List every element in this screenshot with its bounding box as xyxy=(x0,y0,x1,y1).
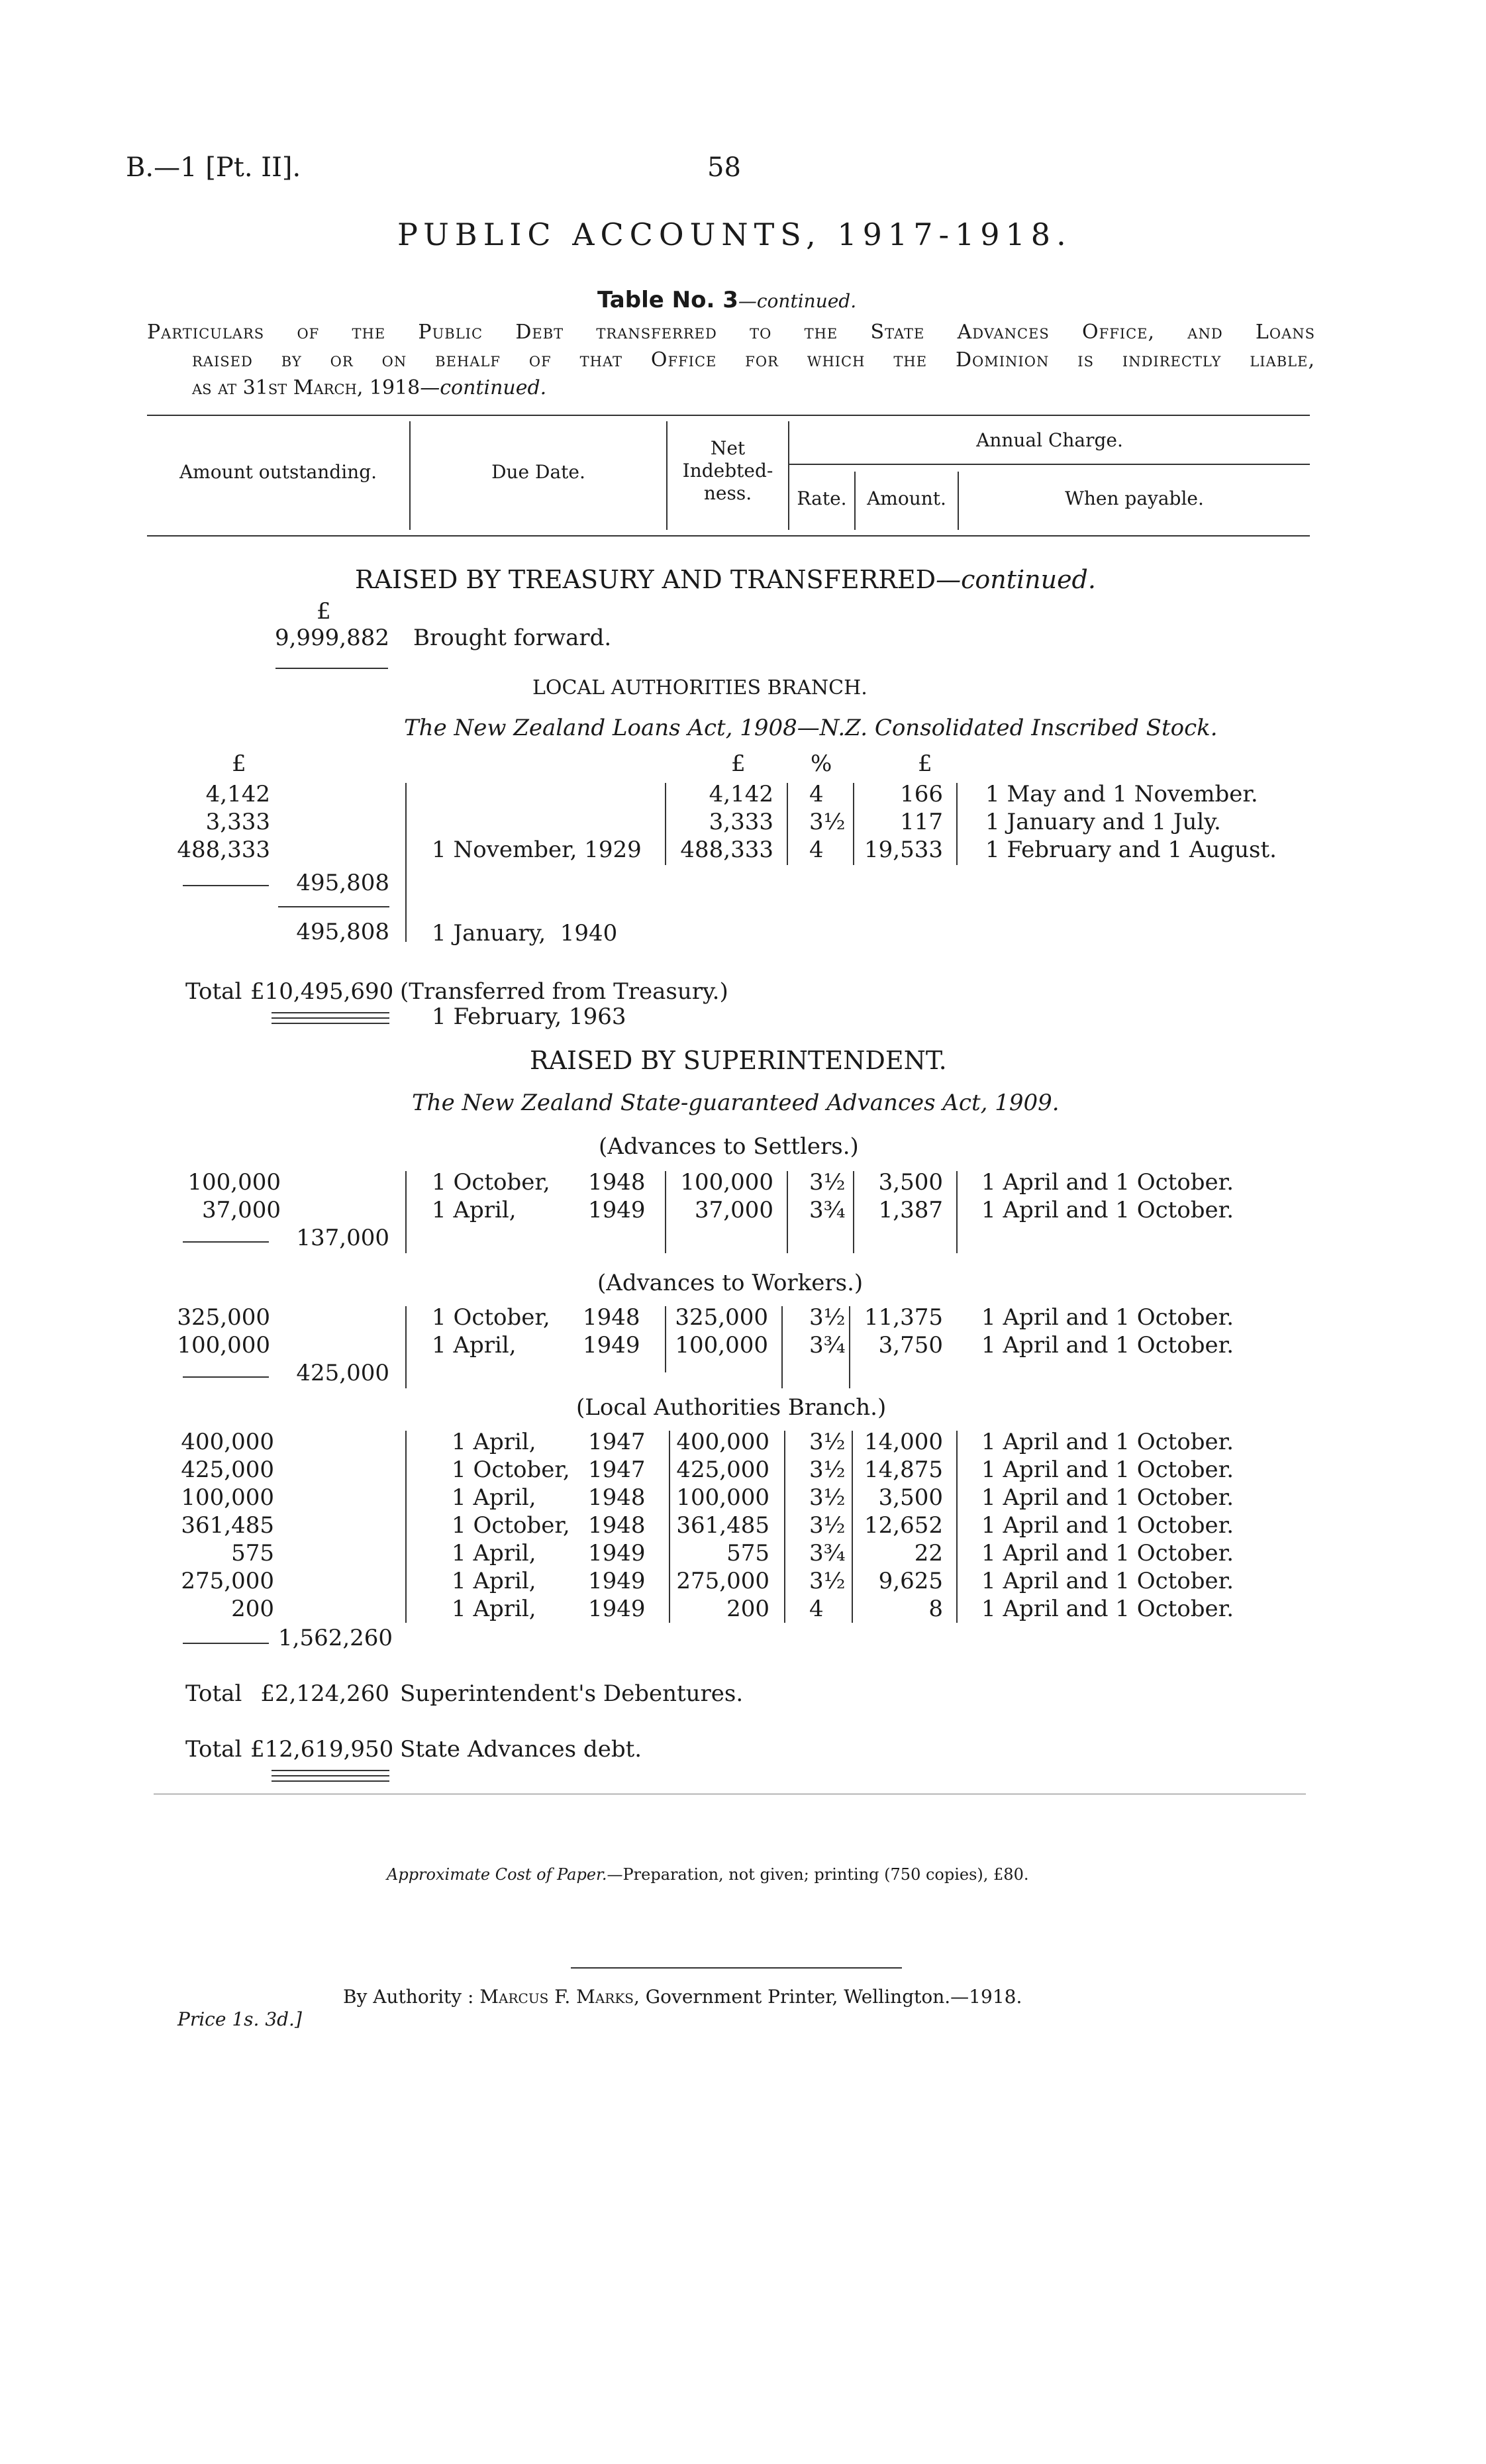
authority-line xyxy=(343,1986,1022,2008)
table-row: 1 April, xyxy=(452,1568,536,1594)
treasury-divider-5 xyxy=(956,783,958,865)
superintendent-total-label: Total xyxy=(185,1680,242,1707)
treasury-total-rule-2 xyxy=(272,1017,389,1019)
table-row: 361,485 xyxy=(181,1512,274,1539)
local-charge-column xyxy=(854,1428,943,1623)
treasury-when-column xyxy=(985,780,1277,864)
subtitle-line-3-cont: —continued. xyxy=(420,376,547,399)
table-row: 1 October, xyxy=(452,1512,570,1539)
table-row: 100,000 xyxy=(187,1169,281,1196)
table-row: 19,533 xyxy=(864,837,943,863)
treasury-total-amount: £10,495,690 xyxy=(250,978,394,1005)
table-row: 4,142 xyxy=(205,781,270,807)
settlers-divider-3 xyxy=(787,1171,788,1253)
cost-of-paper xyxy=(387,1865,1028,1884)
treasury-divider-3 xyxy=(787,783,788,865)
table-row: 3,750 xyxy=(878,1332,943,1359)
table-row: 400,000 xyxy=(181,1429,274,1455)
local-when-column xyxy=(981,1428,1234,1623)
table-row: 22 xyxy=(914,1540,943,1566)
table-row: 14,000 xyxy=(864,1429,943,1455)
table-row: 1 April and 1 October. xyxy=(981,1596,1234,1622)
local-divider-3 xyxy=(784,1431,785,1623)
cost-of-paper-label: Approximate Cost of Paper. xyxy=(387,1865,607,1884)
local-day-column xyxy=(452,1428,570,1623)
table-row: 100,000 xyxy=(675,1332,768,1359)
table-row: 166 xyxy=(900,781,943,807)
table-row: 1 April and 1 October. xyxy=(981,1197,1234,1223)
table-title-main: Table No. 3 xyxy=(597,287,738,313)
table-row: 14,875 xyxy=(864,1457,943,1483)
settlers-when-column xyxy=(981,1168,1234,1224)
workers-divider-2 xyxy=(665,1306,666,1372)
table-row: 1948 xyxy=(588,1484,646,1511)
settlers-divider-1 xyxy=(405,1171,407,1253)
table-row: 3½ xyxy=(809,1304,846,1331)
treasury-rate-column xyxy=(809,780,846,864)
settlers-day-column xyxy=(432,1168,550,1224)
col-annual-charge: Annual Charge. xyxy=(976,429,1123,451)
table-row: 3½ xyxy=(809,1512,846,1539)
workers-subtotal: 425,000 xyxy=(296,1360,389,1386)
table-row: 1 February, 1963 xyxy=(432,1003,626,1030)
table-row: 100,000 xyxy=(680,1169,773,1196)
local-amount-column xyxy=(156,1428,274,1623)
table-row: 1 January and 1 July. xyxy=(985,809,1221,835)
settlers-year-column xyxy=(588,1168,646,1224)
table-row: 1949 xyxy=(588,1540,646,1566)
table-row: 1 April and 1 October. xyxy=(981,1429,1234,1455)
table-row: 3,333 xyxy=(205,809,270,835)
table-row: 1,387 xyxy=(878,1197,943,1223)
brought-forward-pound: £ xyxy=(317,598,331,625)
table-row: 1 April, xyxy=(452,1484,536,1511)
table-row: 488,333 xyxy=(680,837,773,863)
workers-divider-4 xyxy=(849,1306,850,1388)
table-row: 1 October, xyxy=(432,1169,550,1196)
table-row: 37,000 xyxy=(695,1197,773,1223)
table-row: 1 April, xyxy=(432,1197,517,1223)
subtitle-line-2: raised by or on behalf of that Office for which the Dominion is indirectly liable, xyxy=(192,348,1315,372)
table-row: 1947 xyxy=(588,1457,646,1483)
workers-year-column xyxy=(583,1304,640,1359)
loans-act-title: The New Zealand Loans Act, 1908—N.Z. Consolidated Inscribed Stock. xyxy=(404,715,1218,741)
treasury-divider-1 xyxy=(405,783,407,942)
table-row: 1948 xyxy=(588,1169,646,1196)
table-row: 3,500 xyxy=(878,1169,943,1196)
treasury-amount-column xyxy=(156,780,270,864)
workers-dash xyxy=(183,1376,269,1378)
col-net-line-3: ness. xyxy=(703,482,752,504)
settlers-charge-column xyxy=(854,1168,943,1224)
state-advances-total-label: Total xyxy=(185,1736,242,1763)
treasury-heading-main: RAISED BY TREASURY AND TRANSFERRED xyxy=(355,565,936,594)
table-row: 1 April and 1 October. xyxy=(981,1540,1234,1566)
col-rate: Rate. xyxy=(797,488,847,509)
local-divider-2 xyxy=(669,1431,670,1623)
table-row: 1 April and 1 October. xyxy=(981,1484,1234,1511)
local-divider-5 xyxy=(956,1431,958,1623)
table-row: 9,625 xyxy=(878,1568,943,1594)
table-row: 1947 xyxy=(588,1429,646,1455)
table-row: 3¾ xyxy=(809,1197,846,1223)
authority-suffix: , Government Printer, Wellington.—1918. xyxy=(633,1986,1022,2008)
brought-forward-label: Brought forward. xyxy=(413,625,612,651)
unit-charge: £ xyxy=(918,750,932,777)
settlers-subtotal: 137,000 xyxy=(296,1225,389,1251)
table-row: 425,000 xyxy=(676,1457,769,1483)
local-net-column xyxy=(669,1428,769,1623)
price: Price 1s. 3d.] xyxy=(177,2008,302,2030)
table-row: 1 January, 1940 xyxy=(432,920,618,947)
table-row: 1 February and 1 August. xyxy=(985,837,1277,863)
subtitle-line-3 xyxy=(192,376,546,399)
table-row: 3¾ xyxy=(809,1332,846,1359)
table-row: 3½ xyxy=(809,1429,846,1455)
table-row: 1 October, xyxy=(432,1304,550,1331)
local-subtotal: 1,562,260 xyxy=(278,1625,393,1651)
table-row: 1948 xyxy=(583,1304,640,1331)
table-row: 488,333 xyxy=(177,837,270,863)
local-rate-column xyxy=(809,1428,846,1623)
cost-of-paper-text: —Preparation, not given; printing (750 copies), £80. xyxy=(607,1865,1029,1884)
grand-total-rule-3 xyxy=(272,1780,389,1782)
workers-title: (Advances to Workers.) xyxy=(597,1270,864,1296)
table-row: 4 xyxy=(809,1596,824,1622)
treasury-total-col: 495,808 xyxy=(296,919,389,945)
table-row: 100,000 xyxy=(181,1484,274,1511)
advances-act-title: The New Zealand State-guaranteed Advances Act, 1909. xyxy=(412,1090,1060,1116)
table-row: 11,375 xyxy=(864,1304,943,1331)
col-amount: Amount. xyxy=(867,488,946,509)
table-row: 4 xyxy=(809,837,824,863)
settlers-net-column xyxy=(669,1168,773,1224)
grand-total-rule-2 xyxy=(272,1775,389,1776)
header-bottom-rule xyxy=(147,535,1310,537)
table-row: 12,652 xyxy=(864,1512,943,1539)
authority-rule xyxy=(571,1967,902,1969)
printer-name: Marcus F. Marks xyxy=(479,1986,634,2008)
treasury-total-label: Total xyxy=(185,978,242,1005)
table-row: 1949 xyxy=(588,1197,646,1223)
local-year-column xyxy=(588,1428,646,1623)
table-row: 1 April and 1 October. xyxy=(981,1512,1234,1539)
settlers-divider-2 xyxy=(665,1171,666,1253)
table-row: 1 April and 1 October. xyxy=(981,1457,1234,1483)
page-title: PUBLIC ACCOUNTS, 1917-1918. xyxy=(397,217,1072,252)
subtitle-line-1: Particulars of the Public Debt transferred to the State Advances Office, and Loans xyxy=(147,321,1315,344)
table-row: 3½ xyxy=(809,1568,846,1594)
local-divider-4 xyxy=(852,1431,853,1623)
subtitle-line-3-main: as at 31st March, 1918 xyxy=(192,376,421,399)
state-advances-total-amount: £12,619,950 xyxy=(250,1736,394,1763)
table-row: 1 November, 1929 xyxy=(432,837,642,863)
table-row: 1 April and 1 October. xyxy=(981,1304,1234,1331)
table-row: 4 xyxy=(809,781,824,807)
table-row: 100,000 xyxy=(177,1332,270,1359)
table-row: 1949 xyxy=(588,1568,646,1594)
table-row: 1 April and 1 October. xyxy=(981,1169,1234,1196)
table-row: 3,333 xyxy=(709,809,773,835)
table-row: 8 xyxy=(928,1596,943,1622)
table-row: 3½ xyxy=(809,1457,846,1483)
page-number: 58 xyxy=(707,152,741,183)
table-row: 37,000 xyxy=(202,1197,281,1223)
treasury-heading-cont: —continued. xyxy=(936,565,1096,594)
settlers-rate-column xyxy=(809,1168,846,1224)
treasury-divider-4 xyxy=(853,783,854,865)
table-row: 200 xyxy=(231,1596,274,1622)
treasury-total-rule-1 xyxy=(272,1012,389,1013)
table-row: 1 April, xyxy=(432,1332,517,1359)
workers-net-column xyxy=(669,1304,768,1359)
settlers-amount-column xyxy=(156,1168,281,1224)
table-row: 3¾ xyxy=(809,1540,846,1566)
settlers-divider-4 xyxy=(853,1171,854,1253)
table-row: 1949 xyxy=(583,1332,640,1359)
col-when-payable: When payable. xyxy=(1065,488,1204,509)
table-row: 275,000 xyxy=(676,1568,769,1594)
table-title xyxy=(597,286,856,315)
table-row: 100,000 xyxy=(676,1484,769,1511)
workers-divider-1 xyxy=(405,1306,407,1388)
local-dash xyxy=(183,1643,269,1644)
table-row: 1 April and 1 October. xyxy=(981,1332,1234,1359)
table-row: 1 May and 1 November. xyxy=(985,781,1258,807)
table-row: 3½ xyxy=(809,1484,846,1511)
superintendent-total-note: Superintendent's Debentures. xyxy=(400,1680,744,1707)
workers-when-column xyxy=(981,1304,1234,1359)
table-row: 1949 xyxy=(588,1596,646,1622)
superintendent-heading: RAISED BY SUPERINTENDENT. xyxy=(530,1046,947,1075)
treasury-charge-column xyxy=(854,780,943,864)
table-row: 1 October, xyxy=(452,1457,570,1483)
state-advances-total-note: State Advances debt. xyxy=(400,1736,642,1763)
unit-amount: £ xyxy=(232,750,246,777)
table-row: 575 xyxy=(726,1540,769,1566)
workers-rate-column xyxy=(809,1304,846,1359)
table-row: 275,000 xyxy=(181,1568,274,1594)
table-row: 1948 xyxy=(588,1512,646,1539)
local-divider-1 xyxy=(405,1431,407,1623)
table-row: 117 xyxy=(900,809,943,835)
brought-forward-rule xyxy=(275,668,388,669)
settlers-dash xyxy=(183,1241,269,1243)
treasury-subtotal: 495,808 xyxy=(296,870,389,896)
table-row: 1 April, xyxy=(452,1540,536,1566)
table-row: 425,000 xyxy=(181,1457,274,1483)
table-row: 3½ xyxy=(809,809,846,835)
workers-day-column xyxy=(432,1304,550,1359)
table-row: 1 April, xyxy=(452,1429,536,1455)
workers-divider-3 xyxy=(781,1306,783,1388)
treasury-total-note: (Transferred from Treasury.) xyxy=(400,978,728,1005)
workers-charge-column xyxy=(854,1304,943,1359)
table-row: 575 xyxy=(231,1540,274,1566)
superintendent-total-amount: £2,124,260 xyxy=(260,1680,389,1707)
table-row: 3½ xyxy=(809,1169,846,1196)
unit-net: £ xyxy=(731,750,746,777)
page-ref: B.—1 [Pt. II]. xyxy=(126,152,301,183)
table-row: 3,500 xyxy=(878,1484,943,1511)
local-title: (Local Authorities Branch.) xyxy=(576,1394,887,1421)
treasury-heading xyxy=(355,566,1096,593)
treasury-divider-2 xyxy=(665,783,666,865)
table-row: 325,000 xyxy=(675,1304,768,1331)
col-amount-outstanding: Amount outstanding. xyxy=(179,461,377,483)
col-net-line-1: Net xyxy=(710,437,746,459)
unit-rate: % xyxy=(811,750,832,777)
settlers-divider-5 xyxy=(956,1171,958,1253)
table-row: 4,142 xyxy=(709,781,773,807)
header-top-rule xyxy=(147,415,1310,416)
brought-forward-amount: 9,999,882 xyxy=(274,625,389,651)
authority-prefix: By Authority : xyxy=(343,1986,480,2008)
grand-total-rule-1 xyxy=(272,1770,389,1771)
treasury-total-rule-3 xyxy=(272,1023,389,1024)
workers-amount-column xyxy=(156,1304,270,1359)
local-authorities-branch: LOCAL AUTHORITIES BRANCH. xyxy=(532,676,867,699)
treasury-dash xyxy=(183,885,269,886)
col-net-line-2: Indebted- xyxy=(682,460,773,482)
table-title-cont: —continued. xyxy=(738,290,857,312)
table-row: 325,000 xyxy=(177,1304,270,1331)
treasury-due-column xyxy=(432,780,642,1058)
table-row: 1 April, xyxy=(452,1596,536,1622)
settlers-title: (Advances to Settlers.) xyxy=(599,1133,859,1160)
col-due-date: Due Date. xyxy=(491,461,585,483)
treasury-subtotal-rule xyxy=(278,906,389,907)
table-row: 400,000 xyxy=(676,1429,769,1455)
annual-charge-rule xyxy=(789,464,1310,465)
table-row: 361,485 xyxy=(676,1512,769,1539)
table-row: 200 xyxy=(726,1596,769,1622)
treasury-net-column xyxy=(669,780,773,864)
table-row: 1 April and 1 October. xyxy=(981,1568,1234,1594)
